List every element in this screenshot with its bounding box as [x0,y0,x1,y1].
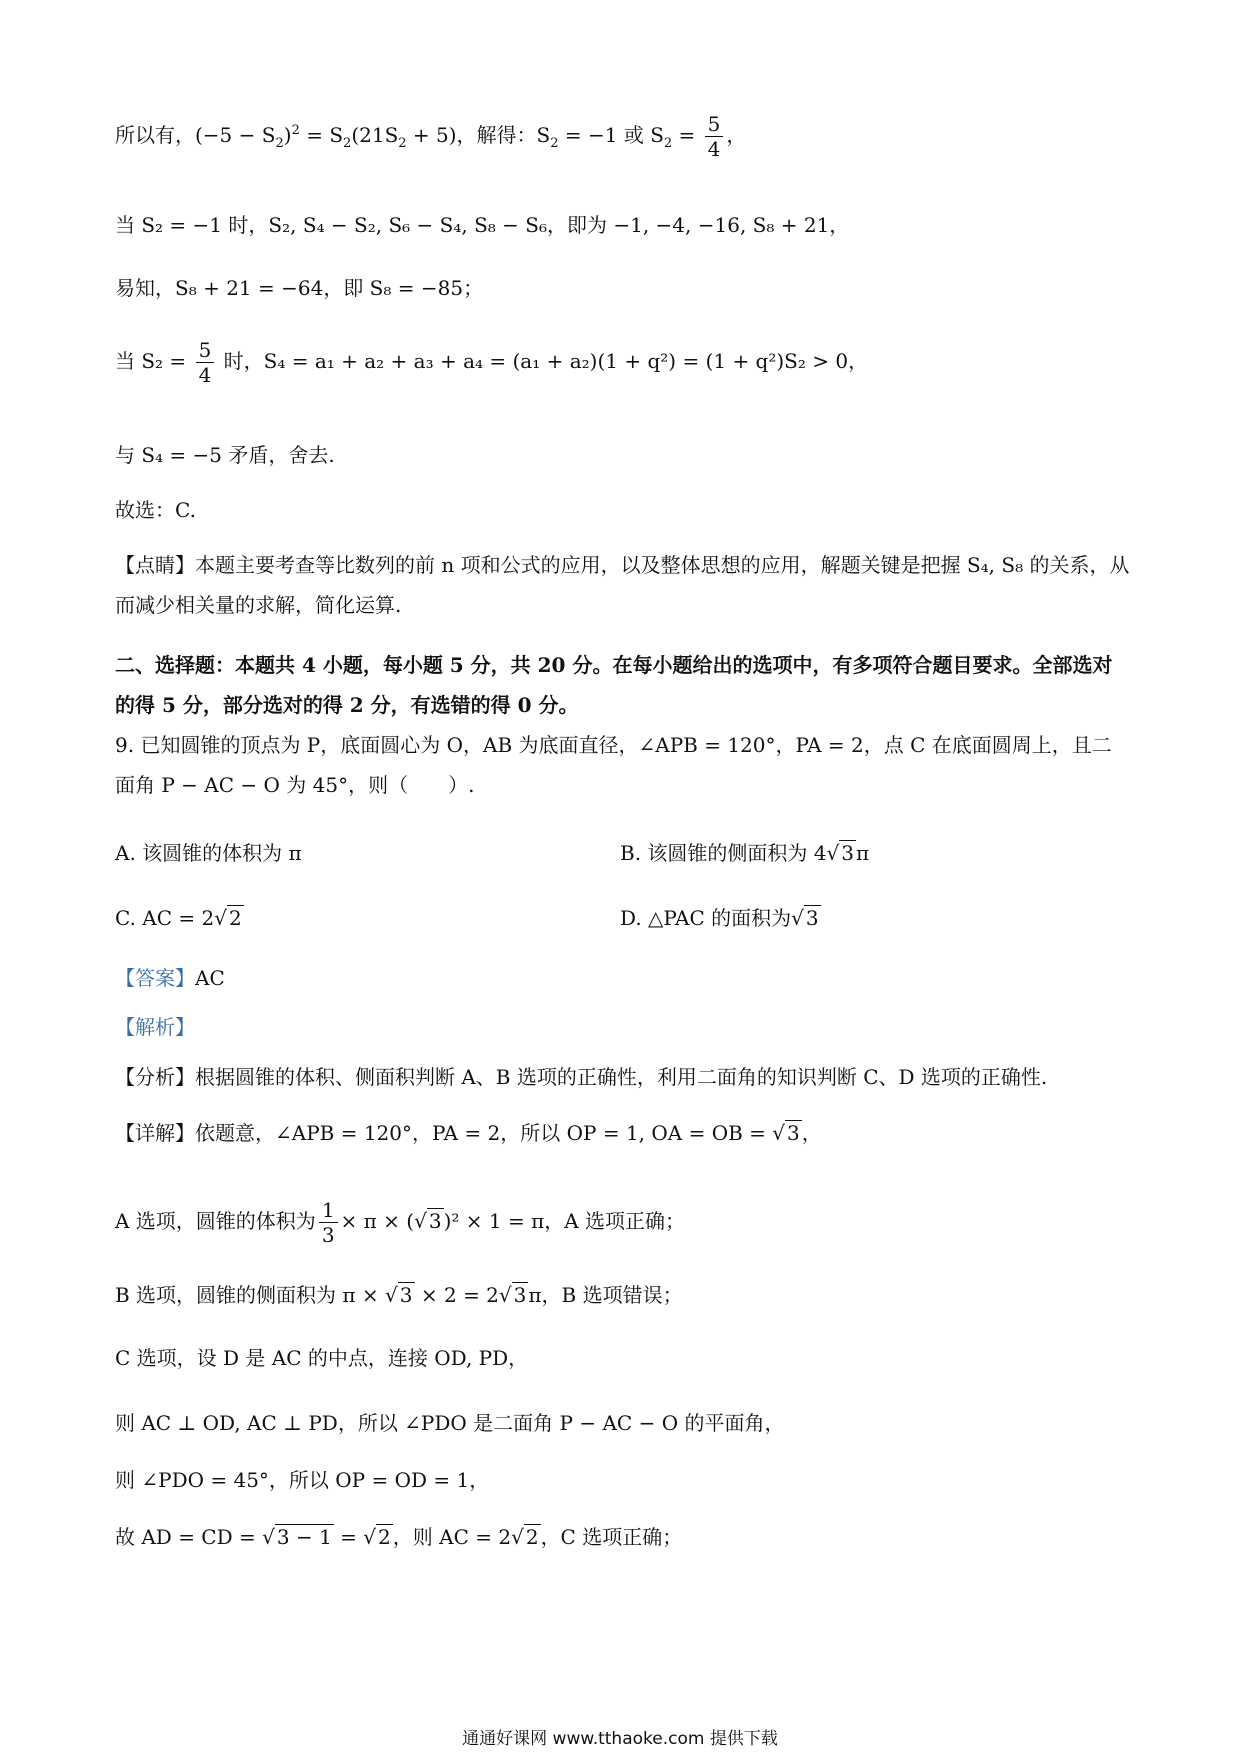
text: × 2 = 2 [414,1283,499,1307]
text: = S [299,123,344,147]
text: 【详解】依题意，∠APB = 120°，PA = 2，所以 OP = 1, OA = OB = [115,1121,773,1145]
text: (−5 − S [195,123,276,147]
fraction: $\frac{1}{3}$ [319,1198,338,1247]
sqrt: √ 3 [826,841,854,865]
text: = [672,123,702,147]
text: D. △PAC 的面积为 [620,906,792,930]
answer-value: AC [195,966,225,990]
text: (21S [351,123,399,147]
sqrt: √ 3 [385,1283,413,1307]
option-d [620,903,1130,933]
fraction: $\frac{5}{4}$ [705,112,724,161]
fenxi-line: 【分析】根据圆锥的体积、侧面积判断 A、B 选项的正确性，利用二面角的知识判断 C、D 选项的正确性. [115,1065,1048,1089]
sqrt: √ 2 [511,1525,539,1549]
option-a-analysis [115,1198,1130,1247]
text: π，B 选项错误； [528,1283,683,1307]
sqrt: √ 3 [414,1209,442,1233]
text: π [855,841,870,865]
equation-line-5: 与 S₄ = −5 矛盾，舍去. [115,443,335,467]
sqrt: √ 3 [498,1283,527,1307]
fraction: $\frac{5}{4}$ [196,338,215,387]
sqrt: √ 2 [214,906,242,930]
length-line [115,1522,1130,1552]
section-heading: 二、选择题：本题共 4 小题，每小题 5 分，共 20 分。在每小题给出的选项中，有多项符合题目要求。全部选对的得 5 分，部分选对的得 2 分，有选错的得 0 分。 [115,653,1113,717]
choice-line: 故选：C. [115,498,196,522]
sqrt: √ 3 [791,906,819,930]
text: 当 S₂ = [115,349,193,373]
question-9: 9. 已知圆锥的顶点为 P，底面圆心为 O，AB 为底面直径，∠APB = 120°，PA = 2，点 C 在底面圆周上，且二面角 P − AC − O 为 45°，则（ ）. [115,733,1112,797]
text: ，则 AC = 2 [392,1525,512,1549]
text: 故 AD = CD = [115,1525,263,1549]
answer-tag: 【答案】 [115,966,195,990]
text: = [333,1525,364,1549]
sqrt: √ 3 − 1 [262,1525,332,1549]
text: A 选项，圆锥的体积为 [115,1209,316,1233]
angle-line: 则 ∠PDO = 45°，所以 OP = OD = 1， [115,1468,490,1492]
text: ) [283,123,292,147]
equation-line-4 [115,338,1130,387]
sqrt: √ 3 [772,1121,800,1145]
text: ， [801,1121,822,1145]
text: = −1 或 S [558,123,664,147]
equation-line-2: 当 S₂ = −1 时，S₂, S₄ − S₂, S₆ − S₄, S₈ − S₆，即为 −1, −4, −16, S₈ + 21， [115,213,850,237]
text: S [536,123,551,147]
equation-line-1: 所以有，$(-5 - S_2)^2 = S_2(21S_2 + 5)$，解得：$S_2 = -1$ 或 $S_2$ = $\frac{5}{4}$ ， [115,112,747,161]
text: 时，S₄ = a₁ + a₂ + a₃ + a₄ = (a₁ + a₂)(1 + q²) = (1 + q²)S₂ > 0， [217,349,869,373]
dianjing-paragraph: 【点睛】本题主要考查等比数列的前 n 项和公式的应用，以及整体思想的应用，解题关键是把握 S₄, S₈ 的关系，从而减少相关量的求解，简化运算. [115,553,1130,617]
option-a: A. 该圆锥的体积为 π [115,841,302,865]
perpendicular-line: 则 AC ⊥ OD, AC ⊥ PD，所以 ∠PDO 是二面角 P − AC − O 的平面角， [115,1411,785,1435]
sqrt: √ 2 [363,1525,391,1549]
text: + 5)，解得： [406,123,537,147]
text: B 选项，圆锥的侧面积为 π × [115,1283,386,1307]
footer-watermark: 通通好课网 www.tthaoke.com 提供下载 [462,1729,778,1749]
option-c-analysis: C 选项，设 D 是 AC 的中点，连接 OD, PD， [115,1346,529,1370]
text: 所以有， [115,123,195,147]
text: ， [726,123,747,147]
text: × π × ( [340,1209,415,1233]
option-b-analysis [115,1280,1130,1310]
text: B. 该圆锥的侧面积为 4 [620,841,827,865]
text: ，C 选项正确； [540,1525,683,1549]
xiangjie-line [115,1118,1130,1148]
option-b [620,838,1130,868]
text: C. AC = 2 [115,906,215,930]
answer-line [115,963,1130,993]
text: )² × 1 = π，A 选项正确； [443,1209,686,1233]
equation-line-3: 易知，S₈ + 21 = −64，即 S₈ = −85； [115,276,484,300]
analysis-tag: 【解析】 [115,1015,195,1039]
